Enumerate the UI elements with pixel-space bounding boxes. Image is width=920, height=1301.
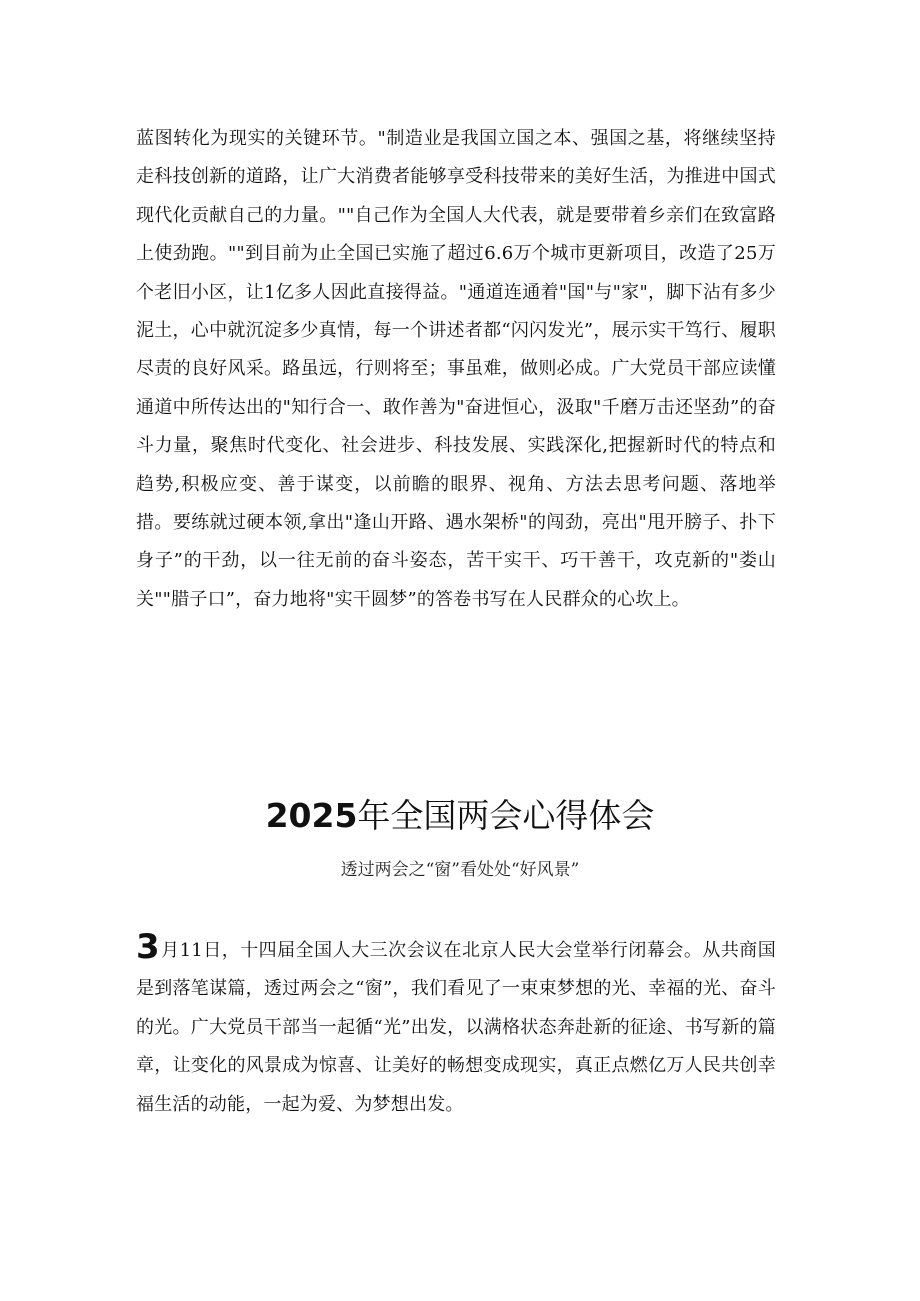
article-title [0,792,920,840]
article-paragraph-text: 月11日，十四届全国人大三次会议在北京人民大会堂举行闭幕会。从共商国是到落笔谋篇，透过两会之“窗”，我们看见了一束束梦想的光、幸福的光、奋斗的光。广大党员干部当一起循“光”出发，以满格状态奔赴新的征途、书写新的篇章，让变化的风景成为惊喜、让美好的畅想变成现实，真正点燃亿万人民共创幸福生活的动能，一起为爱、为梦想出发。 [136,940,776,1115]
title-text: 年全国两会心得体会 [357,796,655,835]
article-subtitle: 透过两会之“窗”看处处“好风景” [340,860,580,880]
title-year: 2025 [265,796,358,835]
article-paragraph [136,927,776,1124]
drop-cap: 3 [136,927,160,967]
previous-section-paragraph: 蓝图转化为现实的关键环节。"制造业是我国立国之本、强国之基，将继续坚持走科技创新的道路，让广大消费者能够享受科技带来的美好生活，为推进中国式现代化贡献自己的力量。""自己作为全国人大代表，就是要带着乡亲们在致富路上使劲跑。""到目前为止全国已实施了超过6.6万个城市更新项目，改造了25万个老旧小区，让1亿多人因此直接得益。"通道连通着"国"与"家"，脚下沾有多少泥土，心中就沉淀多少真情，每一个讲述者都“闪闪发光”，展示实干笃行、履职尽责的良好风采。路虽远，行则将至；事虽难，做则必成。广大党员干部应读懂通道中所传达出的"知行合一、敢作善为"奋进恒心，汲取"千磨万击还坚劲”的奋斗力量，聚焦时代变化、社会进步、科技发展、实践深化,把握新时代的特点和趋势,积极应变、善于谋变，以前瞻的眼界、视角、方法去思考问题、落地举措。要练就过硬本领,拿出"逢山开路、遇水架桥"的闯劲，亮出"甩开膀子、扑下身子”的干劲，以一往无前的奋斗姿态，苦干实干、巧干善干，攻克新的"娄山关""腊子口”，奋力地将"实干圆梦”的答卷书写在人民群众的心坎上。 [136,128,776,610]
